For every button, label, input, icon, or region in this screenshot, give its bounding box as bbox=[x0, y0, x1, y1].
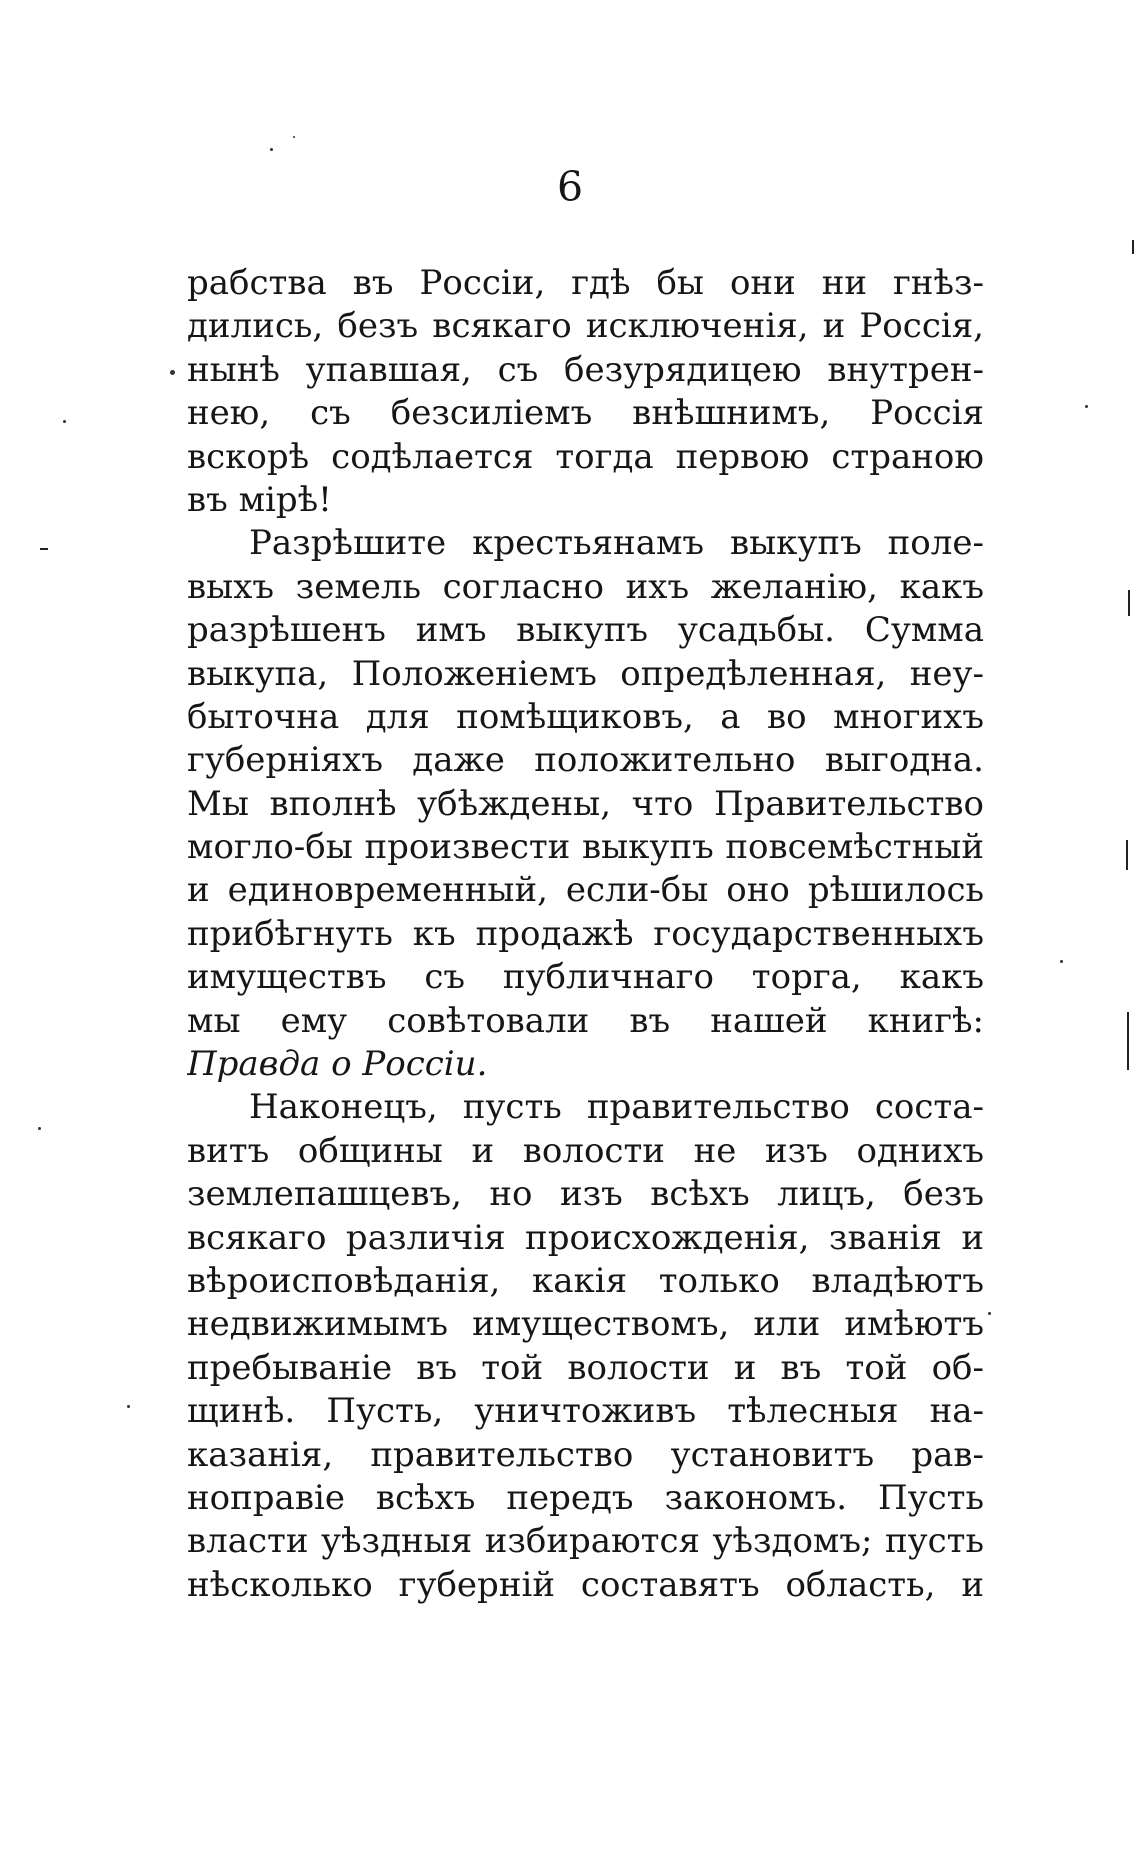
text-line: могло-бы произвести выкупъ повсемѣстный bbox=[187, 827, 984, 868]
scan-mark bbox=[1126, 840, 1128, 870]
text-line: имуществъ съ публичнаго торга, какъ bbox=[187, 957, 984, 998]
text-line: щинѣ. Пусть, уничтоживъ тѣлесныя на- bbox=[187, 1391, 984, 1432]
scan-speck bbox=[1060, 960, 1063, 963]
text-line: разрѣшенъ имъ выкупъ усадьбы. Сумма bbox=[187, 610, 984, 651]
scan-speck bbox=[38, 1127, 41, 1130]
text-line: выкупа, Положеніемъ опредѣленная, неу- bbox=[187, 653, 984, 694]
text-line: нею, съ безсиліемъ внѣшнимъ, Россія bbox=[187, 393, 984, 434]
scan-speck bbox=[63, 420, 66, 423]
text-line: прибѣгнуть къ продажѣ государственныхъ bbox=[187, 913, 984, 954]
text-line: нынѣ упавшая, съ безурядицею внутрен- bbox=[187, 349, 984, 390]
page-number: 6 bbox=[556, 163, 584, 211]
scan-speck bbox=[293, 136, 295, 138]
text-line: пребываніе въ той волости и въ той об- bbox=[187, 1347, 984, 1388]
text-line: рабства въ Россіи, гдѣ бы они ни гнѣз- bbox=[187, 263, 984, 303]
text-line: казанія, правительство установитъ рав- bbox=[187, 1434, 984, 1475]
text-line: Мы вполнѣ убѣждены, что Правительство bbox=[187, 783, 984, 824]
text-line: Разрѣшите крестьянамъ выкупъ поле- bbox=[249, 523, 984, 564]
text-line: власти уѣздныя избираются уѣздомъ; пусть bbox=[187, 1521, 984, 1562]
text-line: выхъ земель согласно ихъ желанію, какъ bbox=[187, 566, 984, 607]
text-line: нѣсколько губерній составятъ область, и bbox=[187, 1564, 984, 1605]
text-line: вскорѣ содѣлается тогда первою страною bbox=[187, 436, 984, 477]
text-line: землепашцевъ, но изъ всѣхъ лицъ, безъ bbox=[187, 1174, 984, 1215]
scan-mark bbox=[40, 548, 48, 550]
text-line: Правда о Россіи. bbox=[187, 1044, 488, 1085]
paragraph bbox=[187, 1086, 984, 1607]
scan-speck bbox=[1085, 405, 1088, 408]
scan-mark bbox=[1127, 1012, 1129, 1070]
scan-speck bbox=[988, 1312, 991, 1315]
text-line: всякаго различія происхожденія, званія и bbox=[187, 1217, 984, 1258]
text-line: ноправіе всѣхъ передъ закономъ. Пусть bbox=[187, 1477, 984, 1518]
text-line: и единовременный, если-бы оно рѣшилось bbox=[187, 870, 984, 911]
scan-speck bbox=[270, 148, 273, 151]
scan-mark bbox=[1128, 590, 1130, 616]
page-text bbox=[187, 262, 984, 1607]
text-line: дились, безъ всякаго исключенія, и Россія, bbox=[187, 306, 984, 347]
text-line: недвижимымъ имуществомъ, или имѣютъ bbox=[187, 1304, 984, 1345]
text-line: вѣроисповѣданія, какія только владѣютъ bbox=[187, 1260, 984, 1301]
text-line: губерніяхъ даже положительно выгодна. bbox=[187, 740, 984, 781]
paragraph bbox=[187, 262, 984, 522]
text-line: мы ему совѣтовали въ нашей книгѣ: bbox=[187, 1000, 984, 1041]
text-line: въ мірѣ! bbox=[187, 479, 332, 520]
paragraph bbox=[187, 522, 984, 1086]
text-line: витъ общины и волости не изъ однихъ bbox=[187, 1130, 984, 1171]
scan-speck bbox=[127, 1405, 130, 1408]
scan-mark bbox=[1132, 240, 1134, 254]
text-line: Наконецъ, пусть правительство соста- bbox=[249, 1087, 984, 1128]
text-line: быточна для помѣщиковъ, а во многихъ bbox=[187, 696, 984, 737]
scan-speck bbox=[170, 370, 175, 375]
